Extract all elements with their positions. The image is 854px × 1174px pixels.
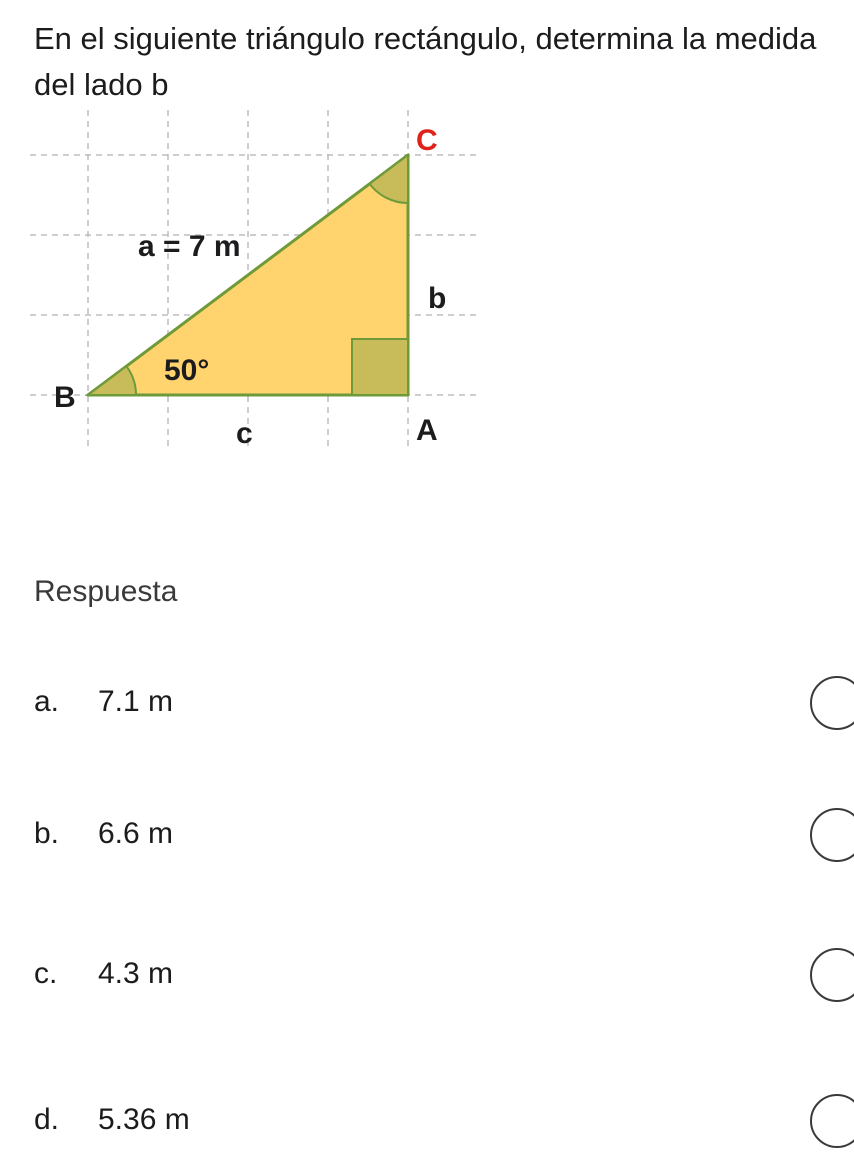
option-b[interactable] [0, 806, 854, 866]
radio-button[interactable] [810, 1094, 854, 1148]
answer-label: Respuesta [34, 575, 178, 608]
option-value: 7.1 m [98, 685, 174, 718]
side-c-label: c [236, 417, 253, 450]
option-d[interactable] [0, 1092, 854, 1152]
option-value: 6.6 m [98, 817, 174, 850]
vertex-a-label: A [416, 414, 438, 447]
right-angle-marker [352, 339, 408, 395]
option-value: 4.3 m [98, 957, 174, 990]
option-value: 5.36 m [98, 1103, 190, 1136]
radio-button[interactable] [810, 676, 854, 730]
triangle-figure [0, 100, 500, 460]
option-letter: c. [34, 957, 58, 990]
option-c[interactable] [0, 946, 854, 1006]
angle-b-arc [88, 366, 136, 395]
vertex-c-label: C [416, 124, 438, 157]
vertex-b-label: B [54, 381, 76, 414]
option-letter: d. [34, 1103, 60, 1136]
question-text: En el siguiente triángulo rectángulo, determina la medida del lado b [34, 21, 817, 102]
side-a-label: a = 7 m [138, 230, 241, 263]
side-b-label: b [428, 282, 447, 315]
option-letter: b. [34, 817, 60, 850]
option-letter: a. [34, 685, 60, 718]
radio-button[interactable] [810, 948, 854, 1002]
radio-button[interactable] [810, 808, 854, 862]
angle-b-label: 50° [164, 354, 210, 387]
option-a[interactable] [0, 674, 854, 734]
